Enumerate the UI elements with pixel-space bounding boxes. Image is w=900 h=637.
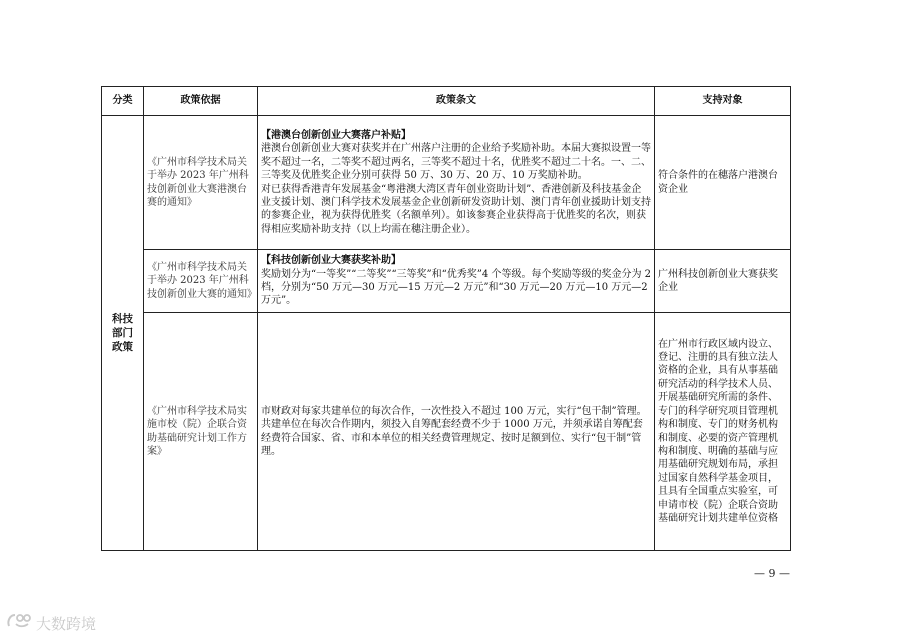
clause-cell bbox=[258, 116, 655, 250]
category-line: 科技 bbox=[112, 313, 133, 325]
basis-cell: 《广州市科学技术局关于举办 2023 年广州科技创新创业大赛的通知》 bbox=[144, 250, 258, 313]
category-line: 政策 bbox=[112, 341, 133, 353]
table-row bbox=[102, 313, 791, 551]
basis-cell: 《广州市科学技术局实施市校（院）企联合资助基础研究计划工作方案》 bbox=[144, 313, 258, 551]
target-cell: 广州科技创新创业大赛获奖企业 bbox=[655, 250, 791, 313]
category-cell bbox=[102, 116, 144, 551]
target-cell: 在广州市行政区域内设立、登记、注册的具有独立法人资格的企业，具有从事基础研究活动的科学技术人员、开展基础研究所需的条件、专门的科学研究项目管理机构和制度、专门的财务机构和制度、必要的资产管理机构和制度、明确的基础与应用基础研究规划布局，承担过国家自然科学基金项目，且具有全国重点实验室，可申请市校（院）企联合资助基础研究计划共建单位资格 bbox=[655, 313, 791, 551]
page-number: — 9 — bbox=[754, 567, 790, 580]
header-target: 支持对象 bbox=[655, 87, 791, 116]
basis-cell: 《广州市科学技术局关于举办 2023 年广州科技创新创业大赛港澳台赛的通知》 bbox=[144, 116, 258, 250]
clause-title: 【科技创新创业大赛获奖补助】 bbox=[261, 255, 401, 267]
brand-logo-icon bbox=[6, 612, 32, 634]
category-line: 部门 bbox=[112, 327, 133, 339]
table-header-row bbox=[102, 87, 791, 116]
watermark bbox=[6, 612, 96, 634]
clause-title: 【港澳台创新创业大赛落户补贴】 bbox=[261, 129, 411, 141]
clause-paragraph: 港澳台创新创业大赛对获奖并在广州落户注册的企业给予奖励补助。本届大赛拟设置一等奖不超过一名，二等奖不超过两名，三等奖不超过十名，优胜奖不超过二十名。一、二、三等奖及优胜奖企业分别可获得 50 万、30 万、20 万、10 万奖励补助。 bbox=[261, 143, 651, 182]
policy-table bbox=[101, 86, 791, 551]
watermark-text: 大数跨境 bbox=[36, 614, 97, 633]
clause-paragraph: 奖励划分为“一等奖”“二等奖”“三等奖”和“优秀奖”4 个等级。每个奖励等级的奖金分为 2 档，分别为“50 万元—30 万元—15 万元—2 万元”和“30 万元—20 万元—10 万元—2 万元”。 bbox=[261, 268, 651, 307]
target-cell: 符合条件的在穗落户港澳台资企业 bbox=[655, 116, 791, 250]
table-row bbox=[102, 116, 791, 250]
clause-cell bbox=[258, 313, 655, 551]
header-clause: 政策条文 bbox=[258, 87, 655, 116]
table-row bbox=[102, 250, 791, 313]
clause-paragraph: 市财政对每家共建单位的每次合作，一次性投入不超过 100 万元，实行“包干制”管理。 bbox=[261, 405, 647, 417]
header-basis: 政策依据 bbox=[144, 87, 258, 116]
clause-cell bbox=[258, 250, 655, 313]
header-category: 分类 bbox=[102, 87, 144, 116]
clause-paragraph: 共建单位在每次合作期内，须投入自筹配套经费不少于 1000 万元，并须承诺自筹配套经费符合国家、省、市和本单位的相关经费管理规定、按时足额到位、实行“包干制”管理。 bbox=[261, 419, 643, 457]
clause-paragraph: 对已获得香港青年发展基金“粤港澳大湾区青年创业资助计划”、香港创新及科技基金企业支援计划、澳门科学技术发展基金企业创新研发资助计划、澳门青年创业援助计划支持的参赛企业，视为获得优胜奖（名额单列）。如该参赛企业获得高于优胜奖的名次，则获得相应奖励补助支持（以上均需在穗注册企业）。 bbox=[261, 183, 651, 235]
